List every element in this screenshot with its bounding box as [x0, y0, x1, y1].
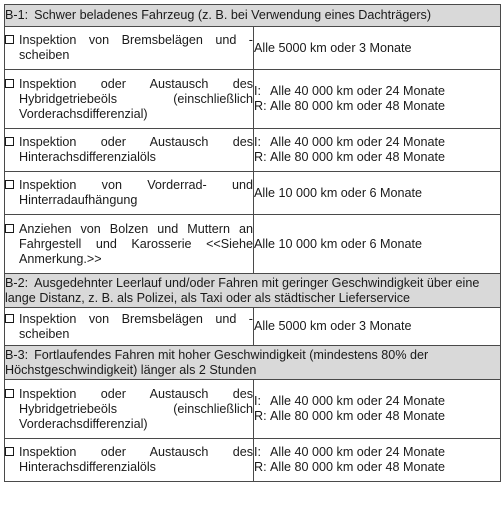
interval-prefix: R: [254, 150, 267, 164]
task-cell [5, 27, 254, 70]
task-text: Inspektion oder Austausch des Hinterachsdifferenzialöls [19, 135, 253, 164]
interval-text: Alle 40 000 km oder 24 Monate [270, 445, 446, 459]
task-text: Anziehen von Bolzen und Muttern an Fahrgestell und Karosserie <<Siehe Anmerkung.>> [19, 221, 253, 266]
task-wrapper [5, 33, 253, 63]
interval-text: Alle 40 000 km oder 24 Monate [270, 394, 446, 408]
interval-prefix: I: [254, 394, 261, 408]
maintenance-table [4, 4, 501, 482]
interval-prefix: R: [254, 460, 267, 474]
interval-text: Alle 80 000 km oder 48 Monate [270, 409, 446, 423]
checkbox-icon [5, 389, 14, 398]
interval-text: Alle 5000 km oder 3 Monate [254, 40, 412, 55]
maintenance-row [5, 439, 501, 482]
interval-line [254, 445, 500, 460]
checkbox-icon [5, 314, 14, 323]
interval-cell [254, 215, 501, 274]
interval-cell [254, 439, 501, 482]
interval-cell [254, 129, 501, 172]
interval-text: Alle 10 000 km oder 6 Monate [254, 185, 423, 200]
task-wrapper [5, 445, 253, 475]
maintenance-row [5, 215, 501, 274]
checkbox-icon [5, 447, 14, 456]
interval-text: Alle 10 000 km oder 6 Monate [254, 236, 423, 251]
interval-prefix: I: [254, 135, 261, 149]
interval-line [254, 41, 500, 56]
interval-prefix: R: [254, 409, 267, 423]
task-text: Inspektion von Vorderrad- und Hinterradaufhängung [19, 178, 253, 207]
interval-line [254, 135, 500, 150]
task-cell [5, 215, 254, 274]
interval-text: Alle 80 000 km oder 48 Monate [270, 460, 446, 474]
task-text: Inspektion von Bremsbelägen und -scheiben [19, 33, 253, 62]
section-header-row [5, 5, 501, 27]
checkbox-icon [5, 137, 14, 146]
interval-prefix: I: [254, 445, 261, 459]
section-header-row [5, 274, 501, 308]
interval-line [254, 84, 500, 99]
maintenance-row [5, 27, 501, 70]
interval-cell [254, 380, 501, 439]
task-wrapper [5, 312, 253, 342]
task-cell [5, 439, 254, 482]
interval-line [254, 150, 500, 165]
checkbox-icon [5, 180, 14, 189]
task-wrapper [5, 387, 253, 432]
checkbox-icon [5, 79, 14, 88]
maintenance-row [5, 380, 501, 439]
interval-cell [254, 172, 501, 215]
section-title: Fortlaufendes Fahren mit hoher Geschwindigkeit (mindestens 80% der Höchstgeschwindigkeit) länger als 2 Stunden [5, 347, 429, 377]
task-wrapper [5, 222, 253, 267]
checkbox-icon [5, 35, 14, 44]
task-text: Inspektion oder Austausch des Hinterachsdifferenzialöls [19, 445, 253, 474]
interval-cell [254, 70, 501, 129]
task-wrapper [5, 77, 253, 122]
interval-line [254, 99, 500, 114]
section-title: Ausgedehnter Leerlauf und/oder Fahren mit geringer Geschwindigkeit über eine lange Distanz, z. B. als Polizei, als Taxi oder als städtischer Lieferservice [5, 275, 480, 305]
task-cell [5, 308, 254, 346]
section-header-cell [5, 5, 501, 27]
interval-line [254, 394, 500, 409]
interval-cell [254, 27, 501, 70]
interval-text: Alle 80 000 km oder 48 Monate [270, 99, 446, 113]
interval-text: Alle 40 000 km oder 24 Monate [270, 84, 446, 98]
interval-line [254, 460, 500, 475]
maintenance-row [5, 308, 501, 346]
task-wrapper [5, 178, 253, 208]
section-header-row [5, 346, 501, 380]
task-cell [5, 380, 254, 439]
interval-cell [254, 308, 501, 346]
interval-prefix: I: [254, 84, 261, 98]
checkbox-icon [5, 224, 14, 233]
interval-text: Alle 80 000 km oder 48 Monate [270, 150, 446, 164]
interval-text: Alle 40 000 km oder 24 Monate [270, 135, 446, 149]
task-text: Inspektion oder Austausch des Hybridgetriebeöls (einschließlich Vorderachsdifferenzial) [19, 386, 253, 431]
section-title: Schwer beladenes Fahrzeug (z. B. bei Verwendung eines Dachträgers) [34, 8, 432, 22]
task-cell [5, 129, 254, 172]
section-code: B-2: [5, 275, 29, 290]
interval-line [254, 409, 500, 424]
section-header-cell [5, 346, 501, 380]
task-cell [5, 172, 254, 215]
interval-text: Alle 5000 km oder 3 Monate [254, 319, 412, 333]
interval-line [254, 237, 500, 252]
interval-prefix: R: [254, 99, 267, 113]
task-wrapper [5, 135, 253, 165]
task-text: Inspektion von Bremsbelägen und -scheiben [19, 311, 253, 341]
section-code: B-3: [5, 347, 29, 362]
maintenance-row [5, 70, 501, 129]
interval-line [254, 186, 500, 201]
maintenance-row [5, 172, 501, 215]
section-header-cell [5, 274, 501, 308]
interval-line [254, 319, 500, 334]
maintenance-table-body [5, 5, 501, 482]
task-text: Inspektion oder Austausch des Hybridgetriebeöls (einschließlich Vorderachsdifferenzial) [19, 76, 253, 121]
task-cell [5, 70, 254, 129]
maintenance-row [5, 129, 501, 172]
section-code: B-1: [5, 8, 29, 22]
